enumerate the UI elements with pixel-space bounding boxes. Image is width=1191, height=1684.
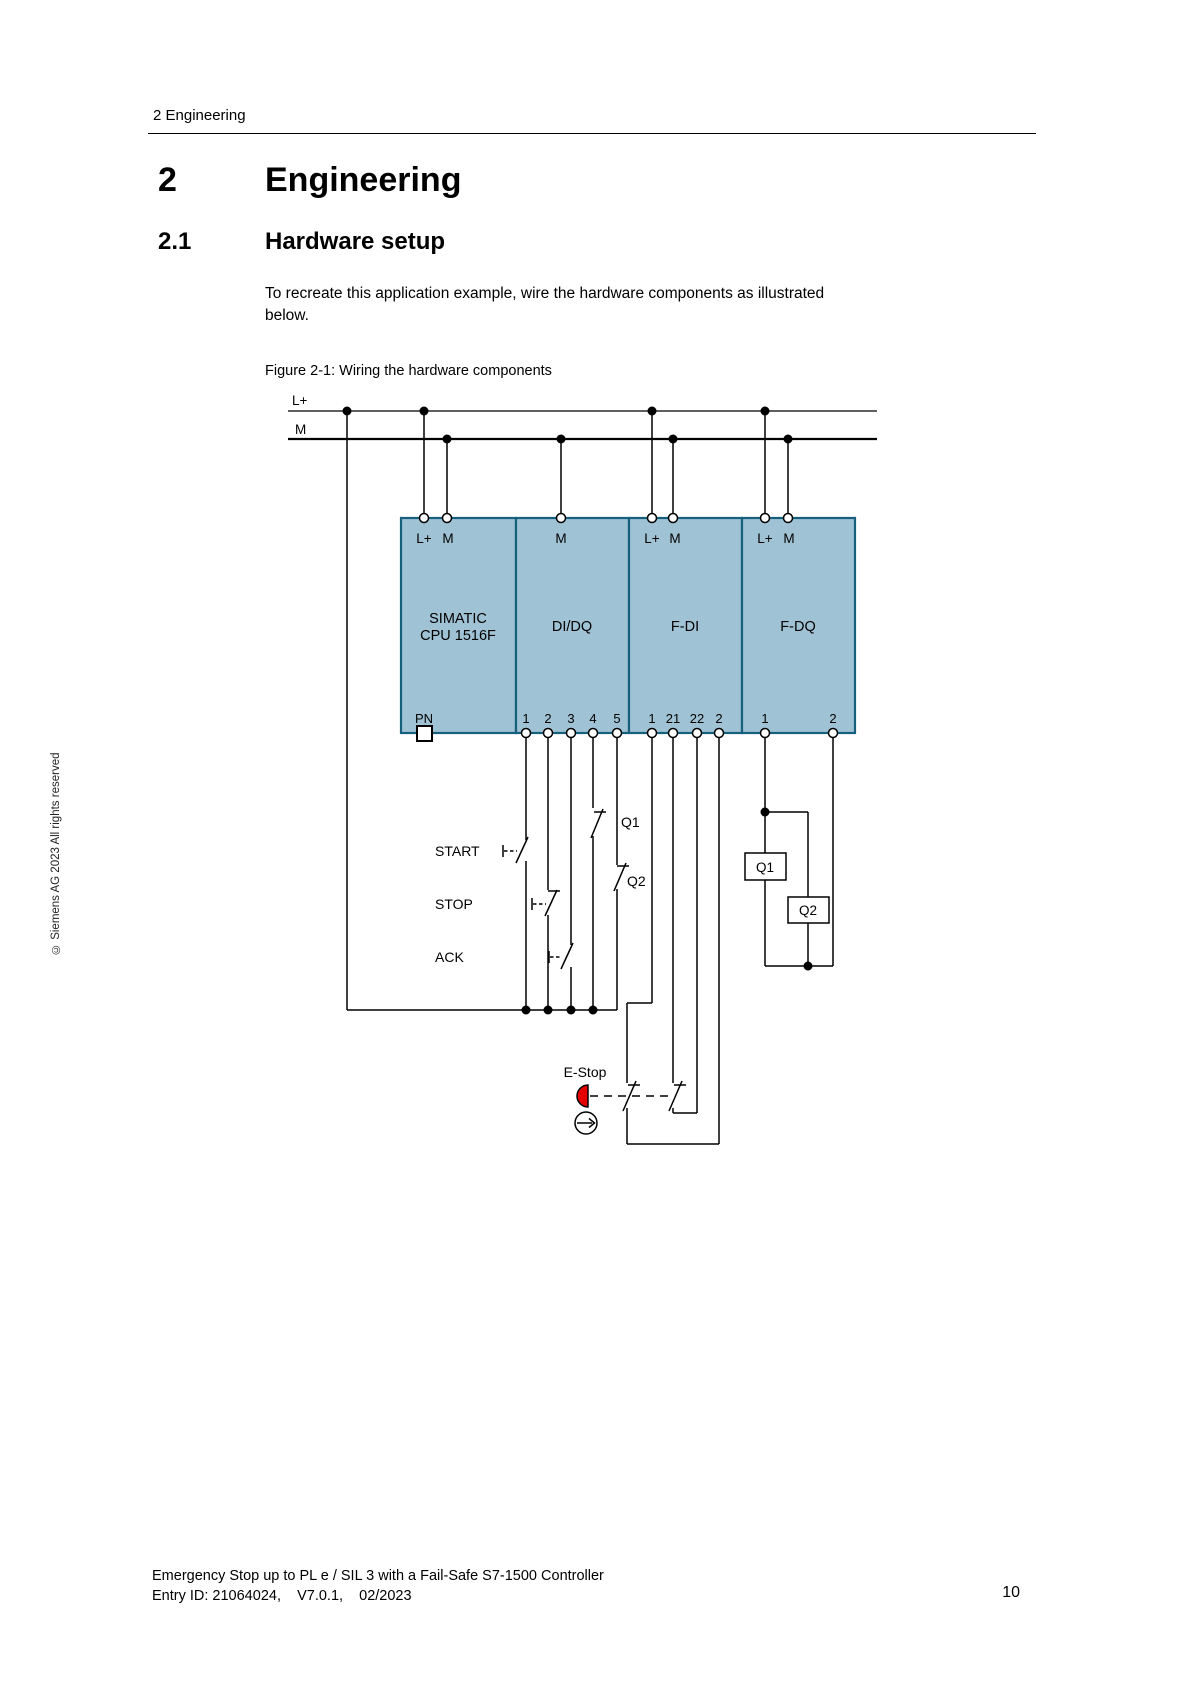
didq-terminal-5: 5 — [613, 711, 621, 726]
estop-label: E-Stop — [563, 1064, 607, 1080]
estop-circuit — [590, 738, 719, 1144]
module-fdq-label: F-DQ — [780, 619, 816, 635]
fdi-lplus-terminal-label: L+ — [644, 531, 660, 546]
stop-label: STOP — [435, 896, 473, 912]
pn-label: PN — [414, 711, 434, 726]
page-number: 10 — [1002, 1584, 1020, 1601]
fdi-terminal-2: 2 — [715, 711, 723, 726]
cpu-m-terminal-label: M — [442, 531, 454, 546]
m-rail-label: M — [295, 422, 307, 437]
body-line-2: below. — [265, 307, 309, 324]
cpu-lplus-terminal-label: L+ — [416, 531, 432, 546]
ack-contact — [549, 943, 573, 969]
didq-terminal-4: 4 — [589, 711, 597, 726]
fdq-m-terminal-label: M — [783, 531, 795, 546]
module-cpu-label-1: SIMATIC — [429, 611, 487, 627]
estop-release-icon — [575, 1112, 597, 1134]
stop-contact — [532, 890, 560, 916]
didq-terminal-1: 1 — [522, 711, 530, 726]
chapter-title: Engineering — [265, 161, 462, 199]
didq-terminal-2: 2 — [544, 711, 552, 726]
fdi-terminal-1: 1 — [648, 711, 656, 726]
module-didq-label: DI/DQ — [551, 619, 593, 635]
q2-coil-label: Q2 — [798, 903, 818, 918]
didq-terminal-3: 3 — [567, 711, 575, 726]
chapter-number: 2 — [158, 161, 177, 199]
q1-feedback-contact — [591, 809, 606, 838]
start-label: START — [435, 843, 480, 859]
q2-feedback-label: Q2 — [627, 873, 646, 889]
body-line-1: To recreate this application example, wire the hardware components as illustrated — [265, 285, 825, 302]
sidebar-copyright: © Siemens AG 2023 All rights reserved — [50, 752, 62, 955]
section-number: 2.1 — [158, 228, 192, 255]
fdq-terminal-2: 2 — [829, 711, 837, 726]
fdi-terminal-21: 21 — [665, 711, 681, 726]
q1-feedback-label: Q1 — [621, 814, 640, 830]
fdq-terminal-1: 1 — [761, 711, 769, 726]
running-header: 2 Engineering — [153, 107, 246, 124]
module-fdi-label: F-DI — [670, 619, 700, 635]
figure-caption: Figure 2-1: Wiring the hardware components — [265, 363, 552, 379]
fdi-terminal-22: 22 — [689, 711, 705, 726]
footer-entry-id: Entry ID: 21064024, V7.0.1, 02/2023 — [152, 1588, 412, 1604]
l-plus-rail-label: L+ — [292, 393, 308, 408]
ack-label: ACK — [435, 949, 464, 965]
didq-m-terminal-label: M — [555, 531, 567, 546]
input-wires — [526, 738, 617, 1010]
section-title: Hardware setup — [265, 228, 446, 255]
estop-button-icon — [577, 1085, 588, 1107]
start-contact — [503, 837, 528, 863]
footer-title: Emergency Stop up to PL e / SIL 3 with a Fail-Safe S7-1500 Controller — [152, 1568, 604, 1584]
output-junction-dots — [761, 808, 813, 971]
fdi-m-terminal-label: M — [669, 531, 681, 546]
q1-coil-label: Q1 — [755, 860, 775, 875]
fdq-lplus-terminal-label: L+ — [757, 531, 773, 546]
output-circuit — [765, 738, 833, 966]
pn-port — [417, 726, 432, 741]
module-cpu-label-2: CPU 1516F — [420, 628, 496, 644]
